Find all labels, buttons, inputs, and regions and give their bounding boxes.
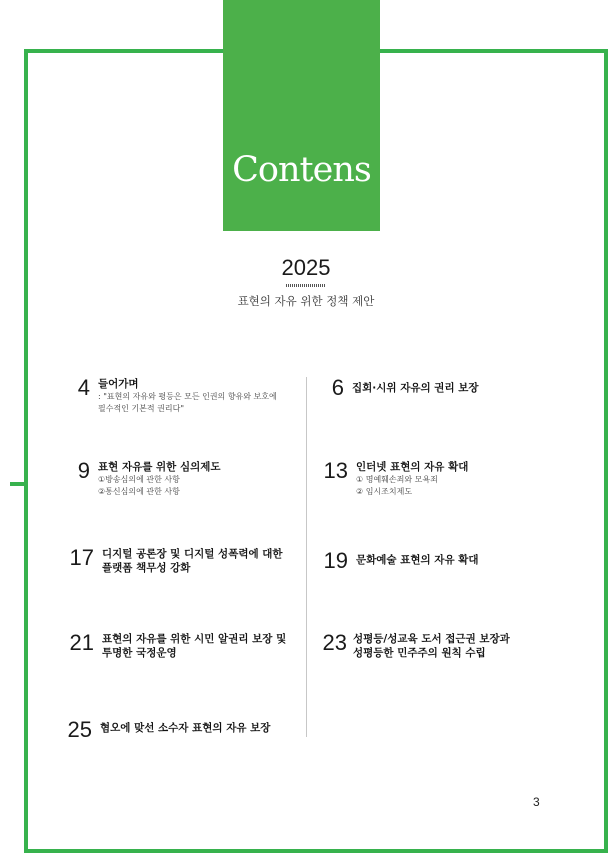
toc-entry-subtitle: ①방송심의에 관한 사항 <box>98 475 180 484</box>
toc-entry-title-continued: 플랫폼 책무성 강화 <box>102 562 191 574</box>
toc-entry-title: 성평등/성교육 도서 접근권 보장과 <box>353 633 510 645</box>
toc-entry[interactable] <box>322 550 479 572</box>
toc-entry[interactable] <box>324 377 479 399</box>
year-label: 2025 <box>281 255 331 280</box>
toc-entry-subtitle: ② 임시조치제도 <box>356 487 413 496</box>
toc-entry[interactable] <box>68 377 277 415</box>
column-divider <box>306 377 307 737</box>
toc-page-number: 17 <box>69 545 94 570</box>
toc-page-number: 4 <box>77 375 90 400</box>
toc-entry-title-continued: 성평등한 민주주의 원칙 수립 <box>353 647 486 659</box>
toc-entry[interactable] <box>68 632 286 660</box>
toc-entry-title-continued: 투명한 국정운영 <box>102 647 177 659</box>
year-underline <box>286 284 326 287</box>
toc-entry-title: 문화예술 표현의 자유 확대 <box>356 554 479 566</box>
toc-entry[interactable] <box>322 460 468 498</box>
toc-entry-subtitle: ① 명예훼손죄와 모욕죄 <box>356 475 438 484</box>
toc-entry-subtitle: ②통신심의에 관한 사항 <box>98 487 180 496</box>
frame-tick-mark <box>10 482 26 486</box>
toc-entry-subtitle: : "표현의 자유와 평등은 모든 인권의 향유와 보호에 <box>98 392 277 401</box>
toc-entry-title: 집회·시위 자유의 권리 보장 <box>352 382 479 394</box>
toc-entry[interactable] <box>68 460 221 498</box>
toc-page-number: 23 <box>322 630 347 655</box>
toc-page-number: 9 <box>77 458 90 483</box>
toc-entry-title: 인터넷 표현의 자유 확대 <box>356 461 469 473</box>
toc-entry-title: 디지털 공론장 및 디지털 성폭력에 대한 <box>102 548 283 560</box>
header-block <box>223 0 380 231</box>
document-subtitle: 표현의 자유 위한 정책 제안 <box>237 294 375 308</box>
toc-page-number: 6 <box>331 375 344 400</box>
toc-page-number: 13 <box>323 458 348 483</box>
toc-entry-title: 표현의 자유를 위한 시민 알권리 보장 및 <box>102 633 287 645</box>
contents-title: Contens <box>232 150 371 190</box>
toc-entry[interactable] <box>66 719 270 741</box>
toc-entry-title: 들어가며 <box>98 378 139 390</box>
toc-page-number: 21 <box>69 630 94 655</box>
toc-entry-title: 혐오에 맞선 소수자 표현의 자유 보장 <box>100 722 271 734</box>
toc-page-number: 19 <box>323 548 348 573</box>
toc-page-number: 25 <box>67 717 92 742</box>
toc-entry[interactable] <box>68 547 283 575</box>
toc-entry-title: 표현 자유를 위한 심의제도 <box>98 461 221 473</box>
toc-entry[interactable] <box>319 632 510 660</box>
toc-entry-subtitle: 필수적인 기본적 권리다" <box>98 404 185 413</box>
page-number: 3 <box>533 795 540 809</box>
